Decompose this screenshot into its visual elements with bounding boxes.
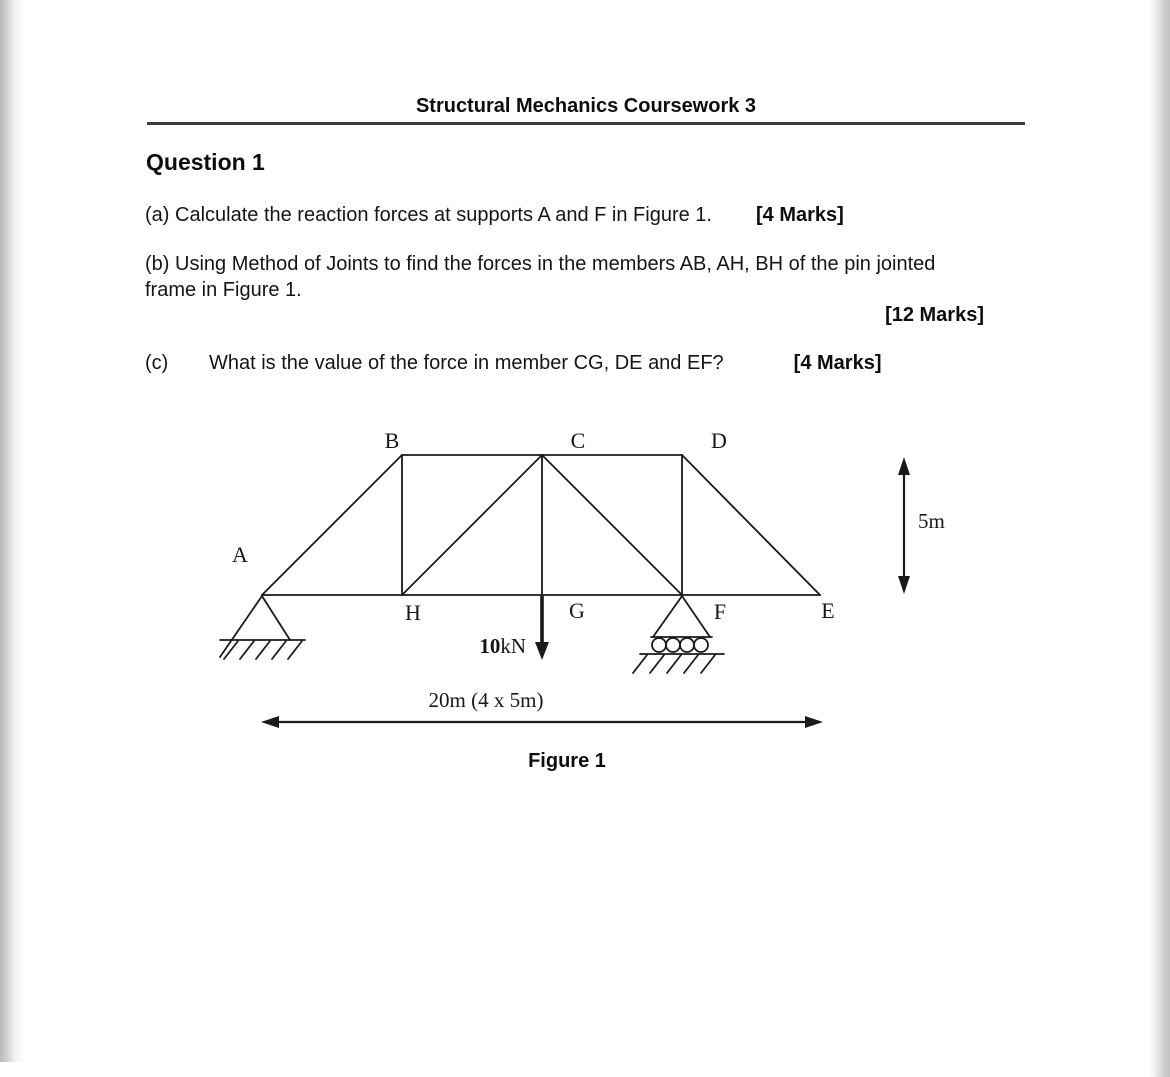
- part-c-marks: [4 Marks]: [793, 352, 882, 374]
- part-a-marks: [4 Marks]: [755, 204, 844, 226]
- member-de: [682, 455, 820, 595]
- document-title: Structural Mechanics Coursework 3: [415, 95, 757, 117]
- node-label-g: G: [569, 598, 585, 623]
- member-hc: [402, 455, 542, 595]
- question-part-a: [145, 202, 844, 228]
- node-label-f: F: [713, 599, 727, 624]
- question-part-c: [145, 350, 881, 376]
- question-heading: Question 1: [146, 149, 265, 175]
- part-c-text: What is the value of the force in member CG, DE and EF?: [209, 352, 724, 374]
- height-dim-arrow: [898, 457, 910, 594]
- truss-diagram: [150, 410, 1020, 782]
- part-b-marks: [12 Marks]: [885, 304, 984, 326]
- part-b-label: (b): [145, 253, 170, 275]
- member-ab: [262, 455, 402, 595]
- member-cf: [542, 455, 682, 595]
- part-a-label: (a): [145, 204, 170, 226]
- pin-support-a: [220, 596, 305, 659]
- node-label-c: C: [570, 428, 586, 453]
- node-label-h: H: [405, 600, 421, 625]
- span-dim-arrow: [261, 716, 823, 728]
- node-label-d: D: [711, 428, 727, 453]
- question-part-b: [145, 251, 945, 303]
- figure-caption: Figure 1: [528, 750, 606, 772]
- node-label-e: E: [821, 598, 835, 623]
- figure-1: [150, 410, 1020, 782]
- page-edge-left: [0, 0, 26, 1062]
- load-value: 10: [479, 634, 501, 658]
- node-label-b: B: [384, 428, 400, 453]
- part-c-label: (c): [145, 352, 169, 374]
- part-b-text: Using Method of Joints to find the forces in the members AB, AH, BH of the pin jointed frame in Figure 1.: [145, 253, 936, 301]
- part-b-marks-row: [145, 302, 1022, 328]
- load-unit: kN: [500, 634, 526, 658]
- part-a-text: Calculate the reaction forces at supports A and F in Figure 1.: [175, 204, 712, 226]
- title-underline-rule: [147, 122, 1025, 125]
- load-label: [479, 634, 526, 658]
- load-arrow: [535, 596, 549, 660]
- page-edge-right: [1148, 0, 1170, 1077]
- roller-support-f: [633, 596, 727, 673]
- height-dim-label: 5m: [918, 509, 945, 533]
- span-dim-label: 20m (4 x 5m): [428, 688, 544, 712]
- node-label-a: A: [232, 542, 248, 567]
